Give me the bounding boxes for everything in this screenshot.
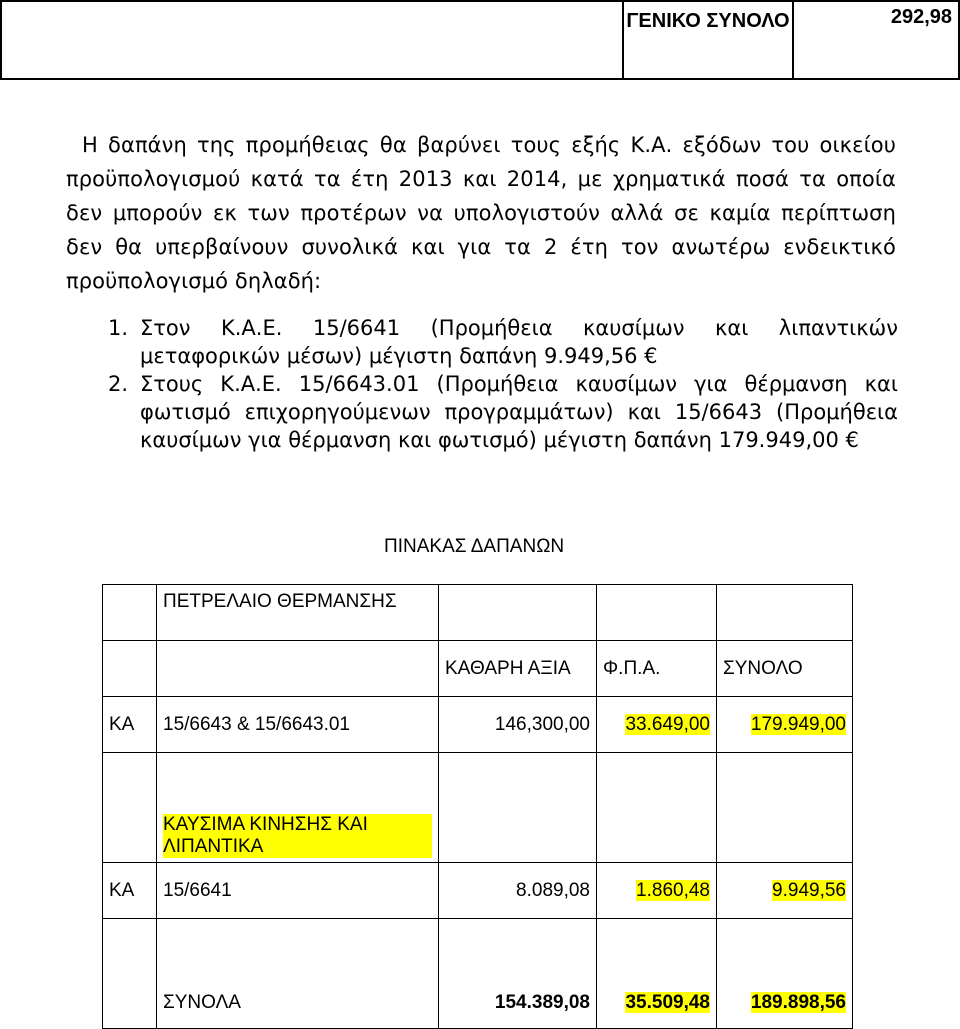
totals-label: ΣΥΝΟΛΑ bbox=[157, 919, 439, 1029]
table-cell bbox=[717, 753, 853, 863]
section-fuel-lubricants bbox=[157, 753, 439, 863]
totals-total-value bbox=[717, 919, 853, 1029]
paragraph-text: Η δαπάνη της προμήθειας θα βαρύνει τους εξής Κ.Α. εξόδων του οικείου προϋπολογισμού κατά τα έτη 2013 και 2014, με χρηματικά ποσά τα οποία δεν μπορούν εκ των προτέρων να υπολογιστούν αλλά σε καμία περίπτωση δεν θα υπερβαίνουν συνολικά και για τα 2 έτη τον ανωτέρω ενδεικτικό προϋπολογισμό δηλαδή: bbox=[66, 133, 896, 293]
table-cell bbox=[439, 753, 597, 863]
table-cell bbox=[103, 641, 157, 697]
list-item-text: Στους Κ.Α.Ε. 15/6643.01 (Προμήθεια καυσίμων για θέρμανση και φωτισμό επιχορηγούμενων προγραμμάτων) και 15/6643 (Προμήθεια καυσίμων για θέρμανση και φωτισμό) μέγιστη δαπάνη 179.949,00 € bbox=[140, 372, 898, 452]
highlighted-value: 35.509,48 bbox=[625, 992, 710, 1013]
empty-cell bbox=[0, 0, 624, 80]
totals-vat-value bbox=[597, 919, 717, 1029]
row-total-value bbox=[717, 697, 853, 753]
highlighted-value: 9.949,56 bbox=[772, 879, 846, 901]
highlighted-section-title: ΚΑΥΣΙΜΑ ΚΙΝΗΣΗΣ ΚΑΙ ΛΙΠΑΝΤΙΚΑ bbox=[163, 814, 432, 858]
table-cell bbox=[103, 753, 157, 863]
section-heating-oil: ΠΕΤΡΕΛΑΙΟ ΘΕΡΜΑΝΣΗΣ bbox=[157, 585, 439, 641]
highlighted-value: 179.949,00 bbox=[750, 713, 846, 735]
budget-codes-list bbox=[108, 314, 898, 454]
row-vat-value bbox=[597, 697, 717, 753]
table-cell bbox=[597, 585, 717, 641]
row-total-value bbox=[717, 863, 853, 919]
list-item-text: Στον Κ.Α.Ε. 15/6641 (Προμήθεια καυσίμων και λιπαντικών μεταφορικών μέσων) μέγιστη δαπάνη 9.949,56 € bbox=[140, 316, 898, 368]
row-code: 15/6643 & 15/6643.01 bbox=[157, 697, 439, 753]
table-cell bbox=[717, 585, 853, 641]
general-total-table bbox=[0, 0, 960, 82]
header-total: ΣΥΝΟΛΟ bbox=[717, 641, 853, 697]
totals-net-value: 154.389,08 bbox=[439, 919, 597, 1029]
list-item bbox=[108, 314, 898, 370]
table-cell bbox=[103, 919, 157, 1029]
row-net-value: 146,300,00 bbox=[439, 697, 597, 753]
list-item-number: 2. bbox=[108, 372, 129, 396]
header-vat: Φ.Π.Α. bbox=[597, 641, 717, 697]
table-cell bbox=[103, 585, 157, 641]
row-net-value: 8.089,08 bbox=[439, 863, 597, 919]
row-code: 15/6641 bbox=[157, 863, 439, 919]
expenses-table bbox=[102, 584, 853, 1029]
header-net-value: ΚΑΘΑΡΗ ΑΞΙΑ bbox=[439, 641, 597, 697]
highlighted-value: 1.860,48 bbox=[636, 879, 710, 901]
table-cell bbox=[597, 753, 717, 863]
table-cell bbox=[157, 641, 439, 697]
list-item bbox=[108, 370, 898, 454]
general-total-label: ΓΕΝΙΚΟ ΣΥΝΟΛΟ bbox=[622, 0, 794, 80]
highlighted-value: 33.649,00 bbox=[625, 713, 710, 735]
table-cell bbox=[439, 585, 597, 641]
row-ka-label: ΚΑ bbox=[103, 697, 157, 753]
table-title: ΠΙΝΑΚΑΣ ΔΑΠΑΝΩΝ bbox=[384, 536, 565, 557]
row-vat-value bbox=[597, 863, 717, 919]
list-item-number: 1. bbox=[108, 316, 129, 340]
row-ka-label: ΚΑ bbox=[103, 863, 157, 919]
general-total-value: 292,98 bbox=[792, 0, 960, 80]
expense-paragraph bbox=[66, 128, 896, 298]
highlighted-value: 189.898,56 bbox=[750, 992, 846, 1013]
